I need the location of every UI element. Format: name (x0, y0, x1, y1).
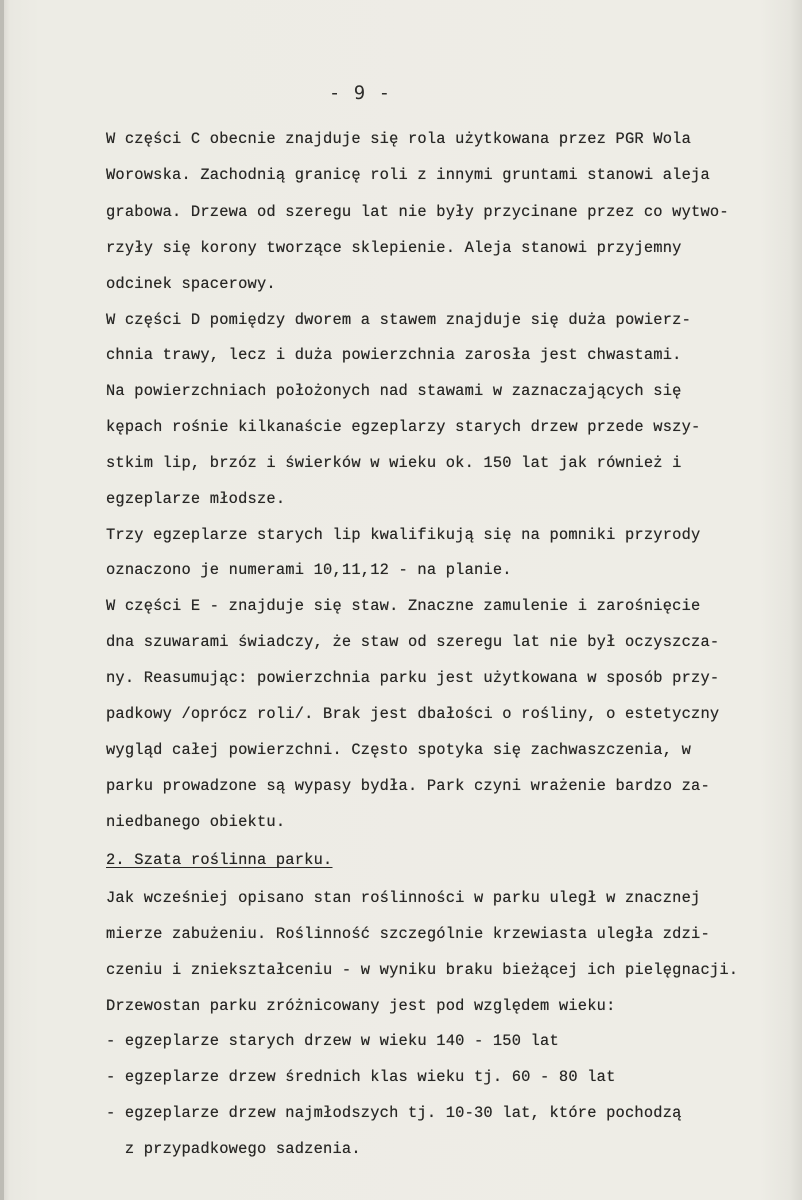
text-line: Worowska. Zachodnią granicę roli z innymi gruntami stanowi aleja (106, 166, 710, 184)
text-line: wygląd całej powierzchni. Często spotyka się zachwaszczenia, w (106, 741, 692, 759)
text-line: rzyły się korony tworzące sklepienie. Aleja stanowi przyjemny (106, 239, 682, 257)
list-item: z przypadkowego sadzenia. (106, 1140, 361, 1158)
text-line: oznaczono je numerami 10,11,12 - na planie. (106, 561, 512, 579)
text-line: Trzy egzeplarze starych lip kwalifikują się na pomniki przyrody (106, 526, 701, 544)
text-line: stkim lip, brzóz i świerków w wieku ok. 150 lat jak również i (106, 454, 682, 472)
text-line: czeniu i zniekształceniu - w wyniku braku bieżącej ich pielęgnacji. (106, 961, 739, 979)
text-line: kępach rośnie kilkanaście egzeplarzy starych drzew przede wszy- (106, 418, 701, 436)
binding-edge (0, 0, 4, 1200)
page-number: - 9 - (328, 82, 392, 104)
text-line: ny. Reasumując: powierzchnia parku jest użytkowana w sposób przy- (106, 669, 720, 687)
text-line: Jak wcześniej opisano stan roślinności w parku uległ w znacznej (106, 889, 701, 907)
text-line: grabowa. Drzewa od szeregu lat nie były przycinane przez co wytwo- (106, 203, 729, 221)
list-item: - egzeplarze drzew najmłodszych tj. 10-30 lat, które pochodzą (106, 1104, 682, 1122)
text-line: mierze zabużeniu. Roślinność szczególnie krzewiasta uległa zdzi- (106, 925, 710, 943)
text-line: W części E - znajduje się staw. Znaczne zamulenie i zarośnięcie (106, 597, 701, 615)
text-line: Na powierzchniach położonych nad stawami w zaznaczających się (106, 382, 682, 400)
text-line: dna szuwarami świadczy, że staw od szeregu lat nie był oczyszcza- (106, 633, 720, 651)
text-line: W części D pomiędzy dworem a stawem znajduje się duża powierz- (106, 311, 692, 329)
list-item: - egzeplarze starych drzew w wieku 140 - 150 lat (106, 1032, 559, 1050)
text-line: W części C obecnie znajduje się rola użytkowana przez PGR Wola (106, 130, 692, 148)
section-heading: 2. Szata roślinna parku. (106, 851, 333, 869)
text-line: padkowy /oprócz roli/. Brak jest dbałości o rośliny, o estetyczny (106, 705, 720, 723)
text-line: egzeplarze młodsze. (106, 490, 286, 508)
text-line: odcinek spacerowy. (106, 275, 276, 293)
list-item: - egzeplarze drzew średnich klas wieku tj. 60 - 80 lat (106, 1068, 616, 1086)
text-line: Drzewostan parku zróżnicowany jest pod względem wieku: (106, 997, 616, 1015)
text-line: chnia trawy, lecz i duża powierzchnia zarosła jest chwastami. (106, 346, 682, 364)
text-line: niedbanego obiektu. (106, 813, 286, 831)
text-line: parku prowadzone są wypasy bydła. Park czyni wrażenie bardzo za- (106, 777, 710, 795)
